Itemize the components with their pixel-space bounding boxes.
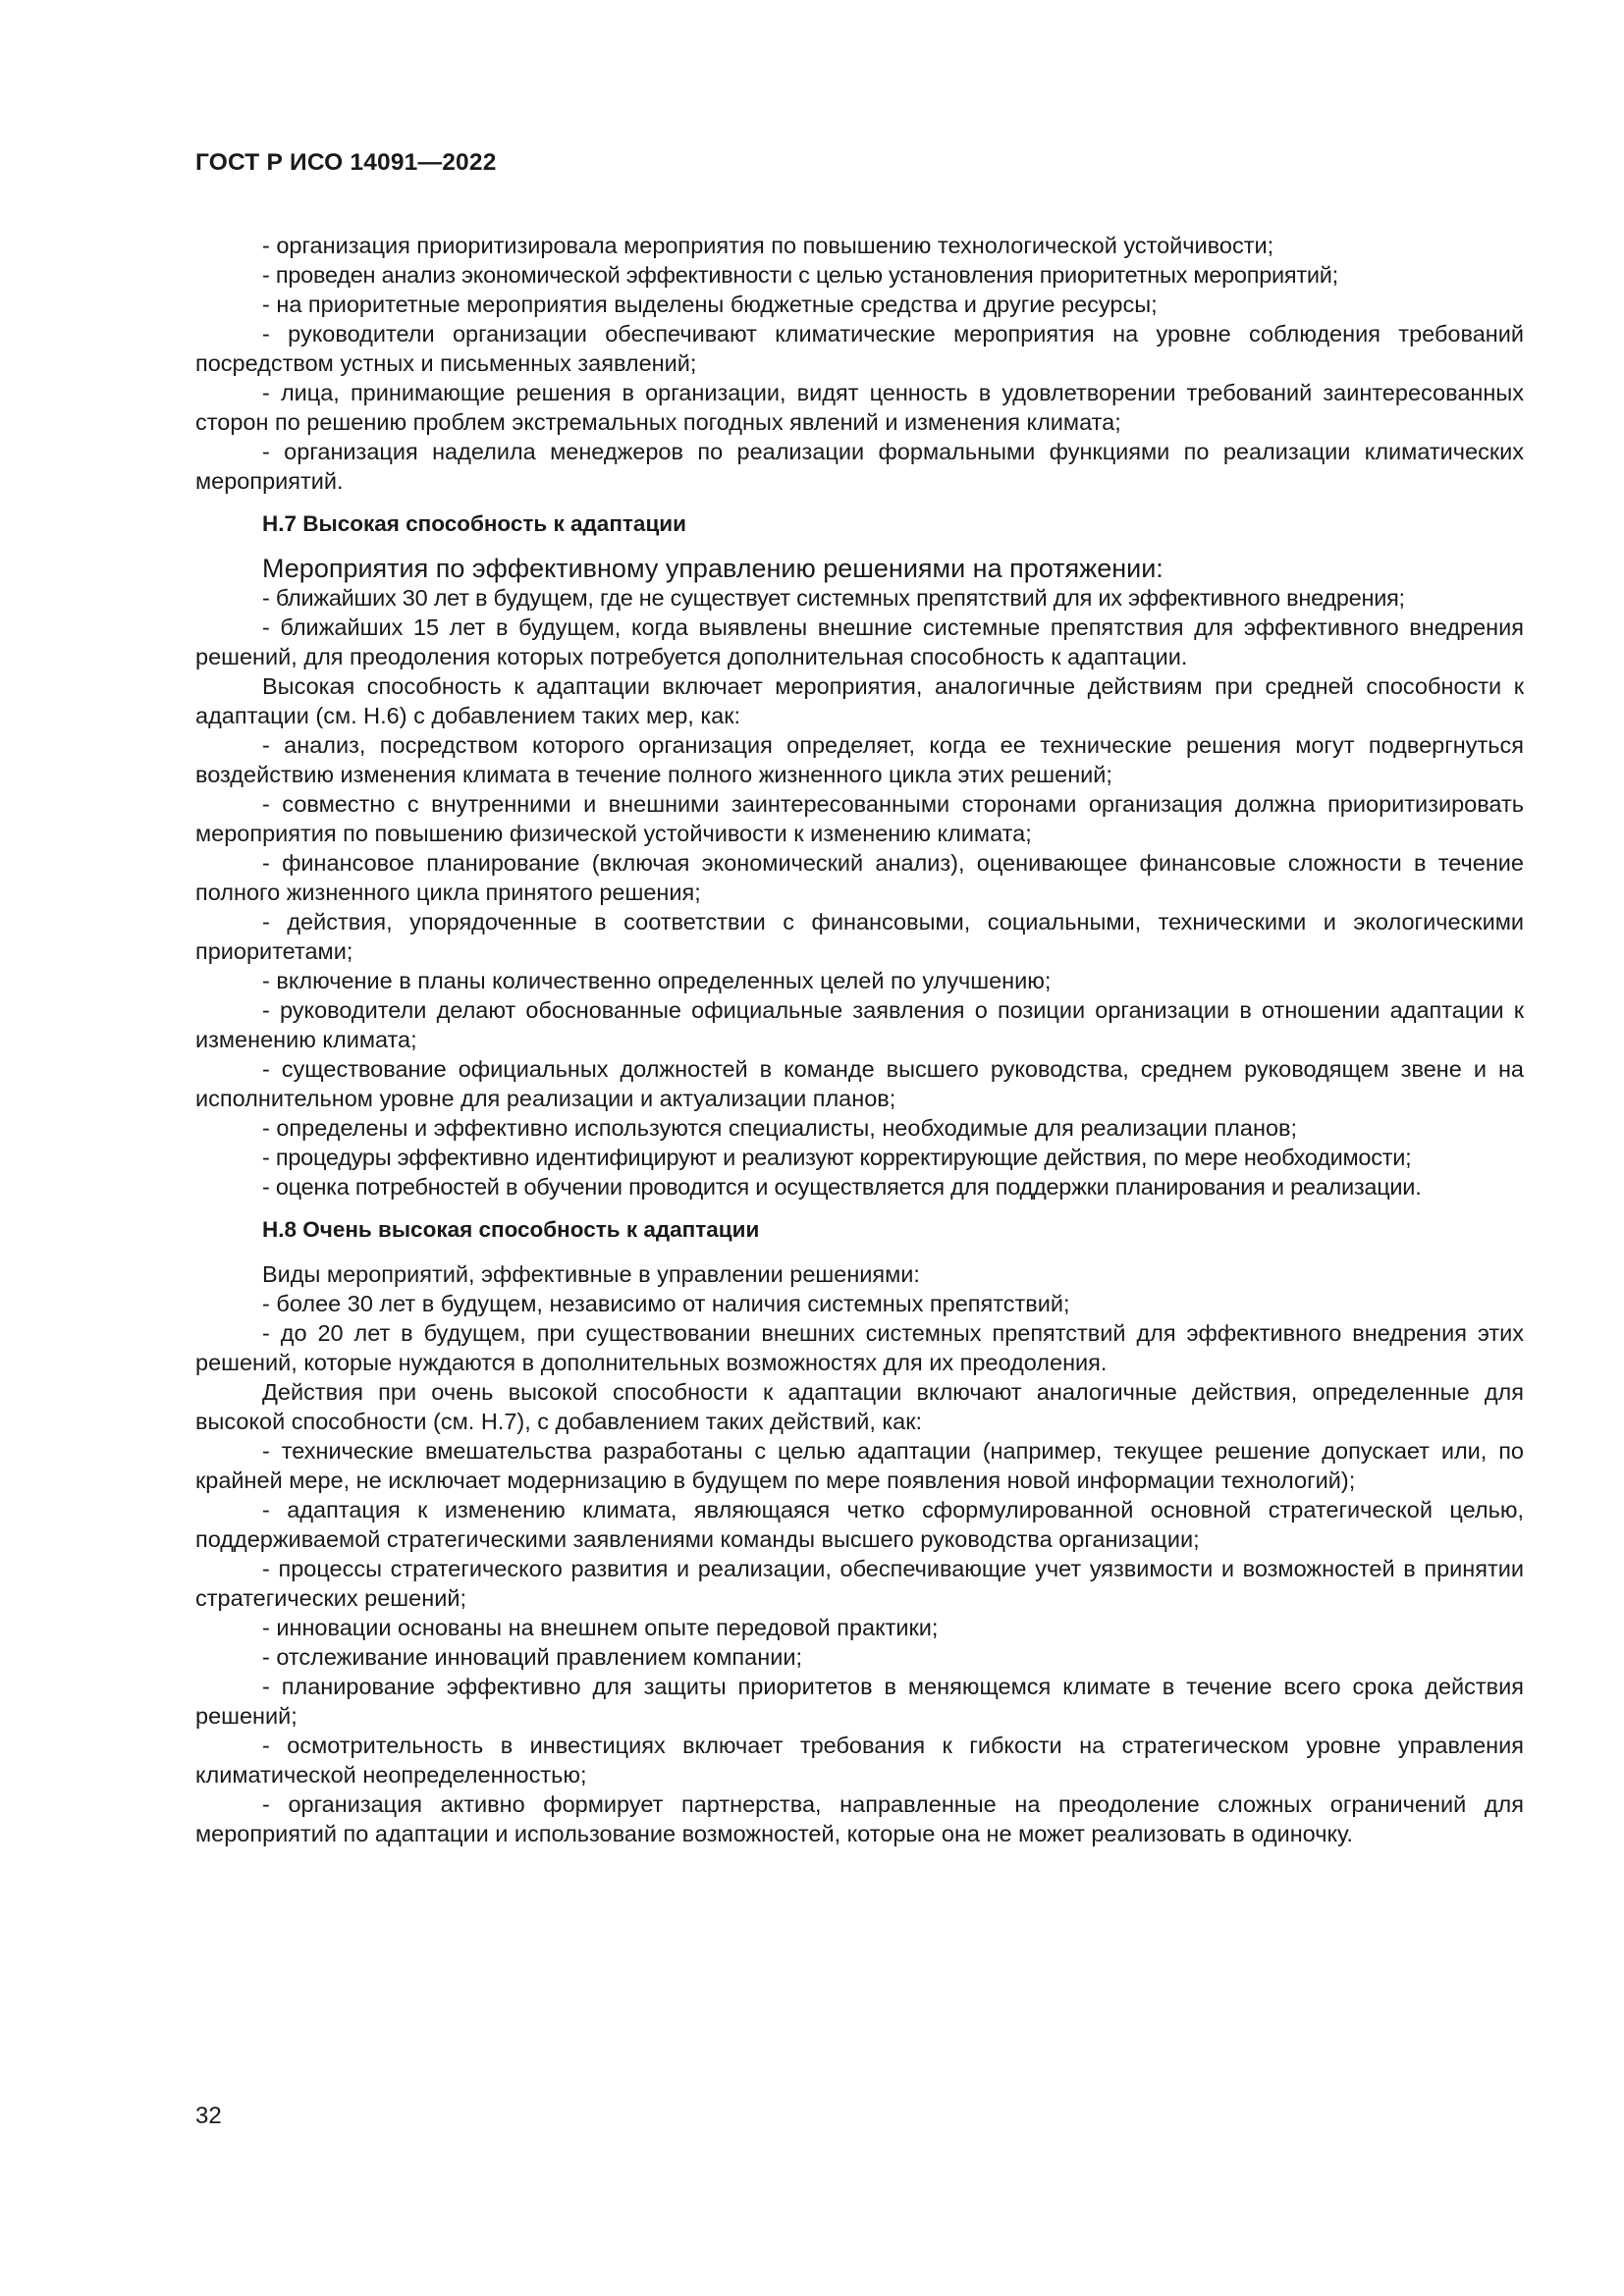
list-item: - руководители организации обеспечивают климатические мероприятия на уровне соблюдения требований посредством устных и письменных заявлений;: [195, 321, 1524, 376]
section-lead: Мероприятия по эффективному управлению решениями на протяжении:: [262, 554, 1164, 583]
list-item: - анализ, посредством которого организация определяет, когда ее технические решения могут подвергнуться воздействию изменения климата в течение полного жизненного цикла этих решений;: [195, 732, 1524, 787]
list-item: - ближайших 30 лет в будущем, где не существует системных препятствий для их эффективного внедрения;: [262, 585, 1405, 611]
list-item: - более 30 лет в будущем, независимо от наличия системных препятствий;: [262, 1291, 1070, 1316]
list-item: - совместно с внутренними и внешними заинтересованными сторонами организация должна приоритизировать мероприятия по повышению физической устойчивости к изменению климата;: [195, 791, 1524, 846]
section-heading-h8: Н.8 Очень высокая способность к адаптации: [262, 1217, 760, 1242]
list-item: - организация активно формирует партнерства, направленные на преодоление сложных ограничений для мероприятий по адаптации и использование возможностей, которые она не может реализовать в одиночку.: [195, 1791, 1524, 1846]
list-item: - инновации основаны на внешнем опыте передовой практики;: [262, 1615, 939, 1640]
list-item: - действия, упорядоченные в соответствии с финансовыми, социальными, техническими и экологическими приоритетами;: [195, 909, 1524, 964]
list-item: - процедуры эффективно идентифицируют и реализуют корректирующие действия, по мере необходимости;: [262, 1145, 1412, 1170]
list-item: - на приоритетные мероприятия выделены бюджетные средства и другие ресурсы;: [262, 292, 1158, 317]
list-item: - организация наделила менеджеров по реализации формальными функциями по реализации климатических мероприятий.: [195, 439, 1524, 494]
list-item: - руководители делают обоснованные официальные заявления о позиции организации в отношении адаптации к изменению климата;: [195, 997, 1524, 1052]
list-item: - организация приоритизировала мероприятия по повышению технологической устойчивости;: [262, 233, 1274, 258]
section-heading-h7: Н.7 Высокая способность к адаптации: [262, 511, 686, 536]
page-number: 32: [195, 2103, 222, 2129]
list-item: - отслеживание инноваций правлением компании;: [262, 1644, 802, 1670]
list-item: - процессы стратегического развития и реализации, обеспечивающие учет уязвимости и возможностей в принятии стратегических решений;: [195, 1556, 1524, 1611]
list-item: - проведен анализ экономической эффективности с целью установления приоритетных мероприятий;: [262, 262, 1338, 288]
paragraph: Действия при очень высокой способности к адаптации включают аналогичные действия, определенные для высокой способности (см. Н.7), с добавлением таких действий, как:: [195, 1379, 1524, 1434]
list-item: - лица, принимающие решения в организации, видят ценность в удовлетворении требований заинтересованных сторон по решению проблем экстремальных погодных явлений и изменения климата;: [195, 380, 1524, 435]
page-header: ГОСТ Р ИСО 14091—2022: [195, 149, 497, 176]
document-body: [195, 231, 1524, 1848]
list-item: - до 20 лет в будущем, при существовании внешних системных препятствий для эффективного внедрения этих решений, которые нуждаются в дополнительных возможностях для их преодоления.: [195, 1320, 1524, 1375]
list-item: - ближайших 15 лет в будущем, когда выявлены внешние системные препятствия для эффективного внедрения решений, для преодоления которых потребуется дополнительная способность к адаптации.: [195, 614, 1524, 669]
list-item: - планирование эффективно для защиты приоритетов в меняющемся климате в течение всего срока действия решений;: [195, 1674, 1524, 1729]
list-item: - существование официальных должностей в команде высшего руководства, среднем руководящем звене и на исполнительном уровне для реализации и актуализации планов;: [195, 1056, 1524, 1111]
list-item: - оценка потребностей в обучении проводится и осуществляется для поддержки планирования и реализации.: [262, 1174, 1422, 1200]
paragraph: Виды мероприятий, эффективные в управлении решениями:: [262, 1261, 920, 1287]
list-item: - определены и эффективно используются специалисты, необходимые для реализации планов;: [262, 1115, 1298, 1141]
list-item: - осмотрительность в инвестициях включает требования к гибкости на стратегическом уровне управления климатической неопределенностью;: [195, 1733, 1524, 1788]
paragraph: Высокая способность к адаптации включает мероприятия, аналогичные действиям при средней способности к адаптации (см. Н.6) с добавлением таких мер, как:: [195, 673, 1524, 728]
list-item: - адаптация к изменению климата, являющаяся четко сформулированной основной стратегической целью, поддерживаемой стратегическими заявлениями команды высшего руководства организации;: [195, 1497, 1524, 1552]
list-item: - включение в планы количественно определенных целей по улучшению;: [262, 968, 1052, 993]
list-item: - технические вмешательства разработаны с целью адаптации (например, текущее решение допускает или, по крайней мере, не исключает модернизацию в будущем по мере появления новой информации технологий);: [195, 1438, 1524, 1493]
list-item: - финансовое планирование (включая экономический анализ), оценивающее финансовые сложности в течение полного жизненного цикла принятого решения;: [195, 850, 1524, 905]
